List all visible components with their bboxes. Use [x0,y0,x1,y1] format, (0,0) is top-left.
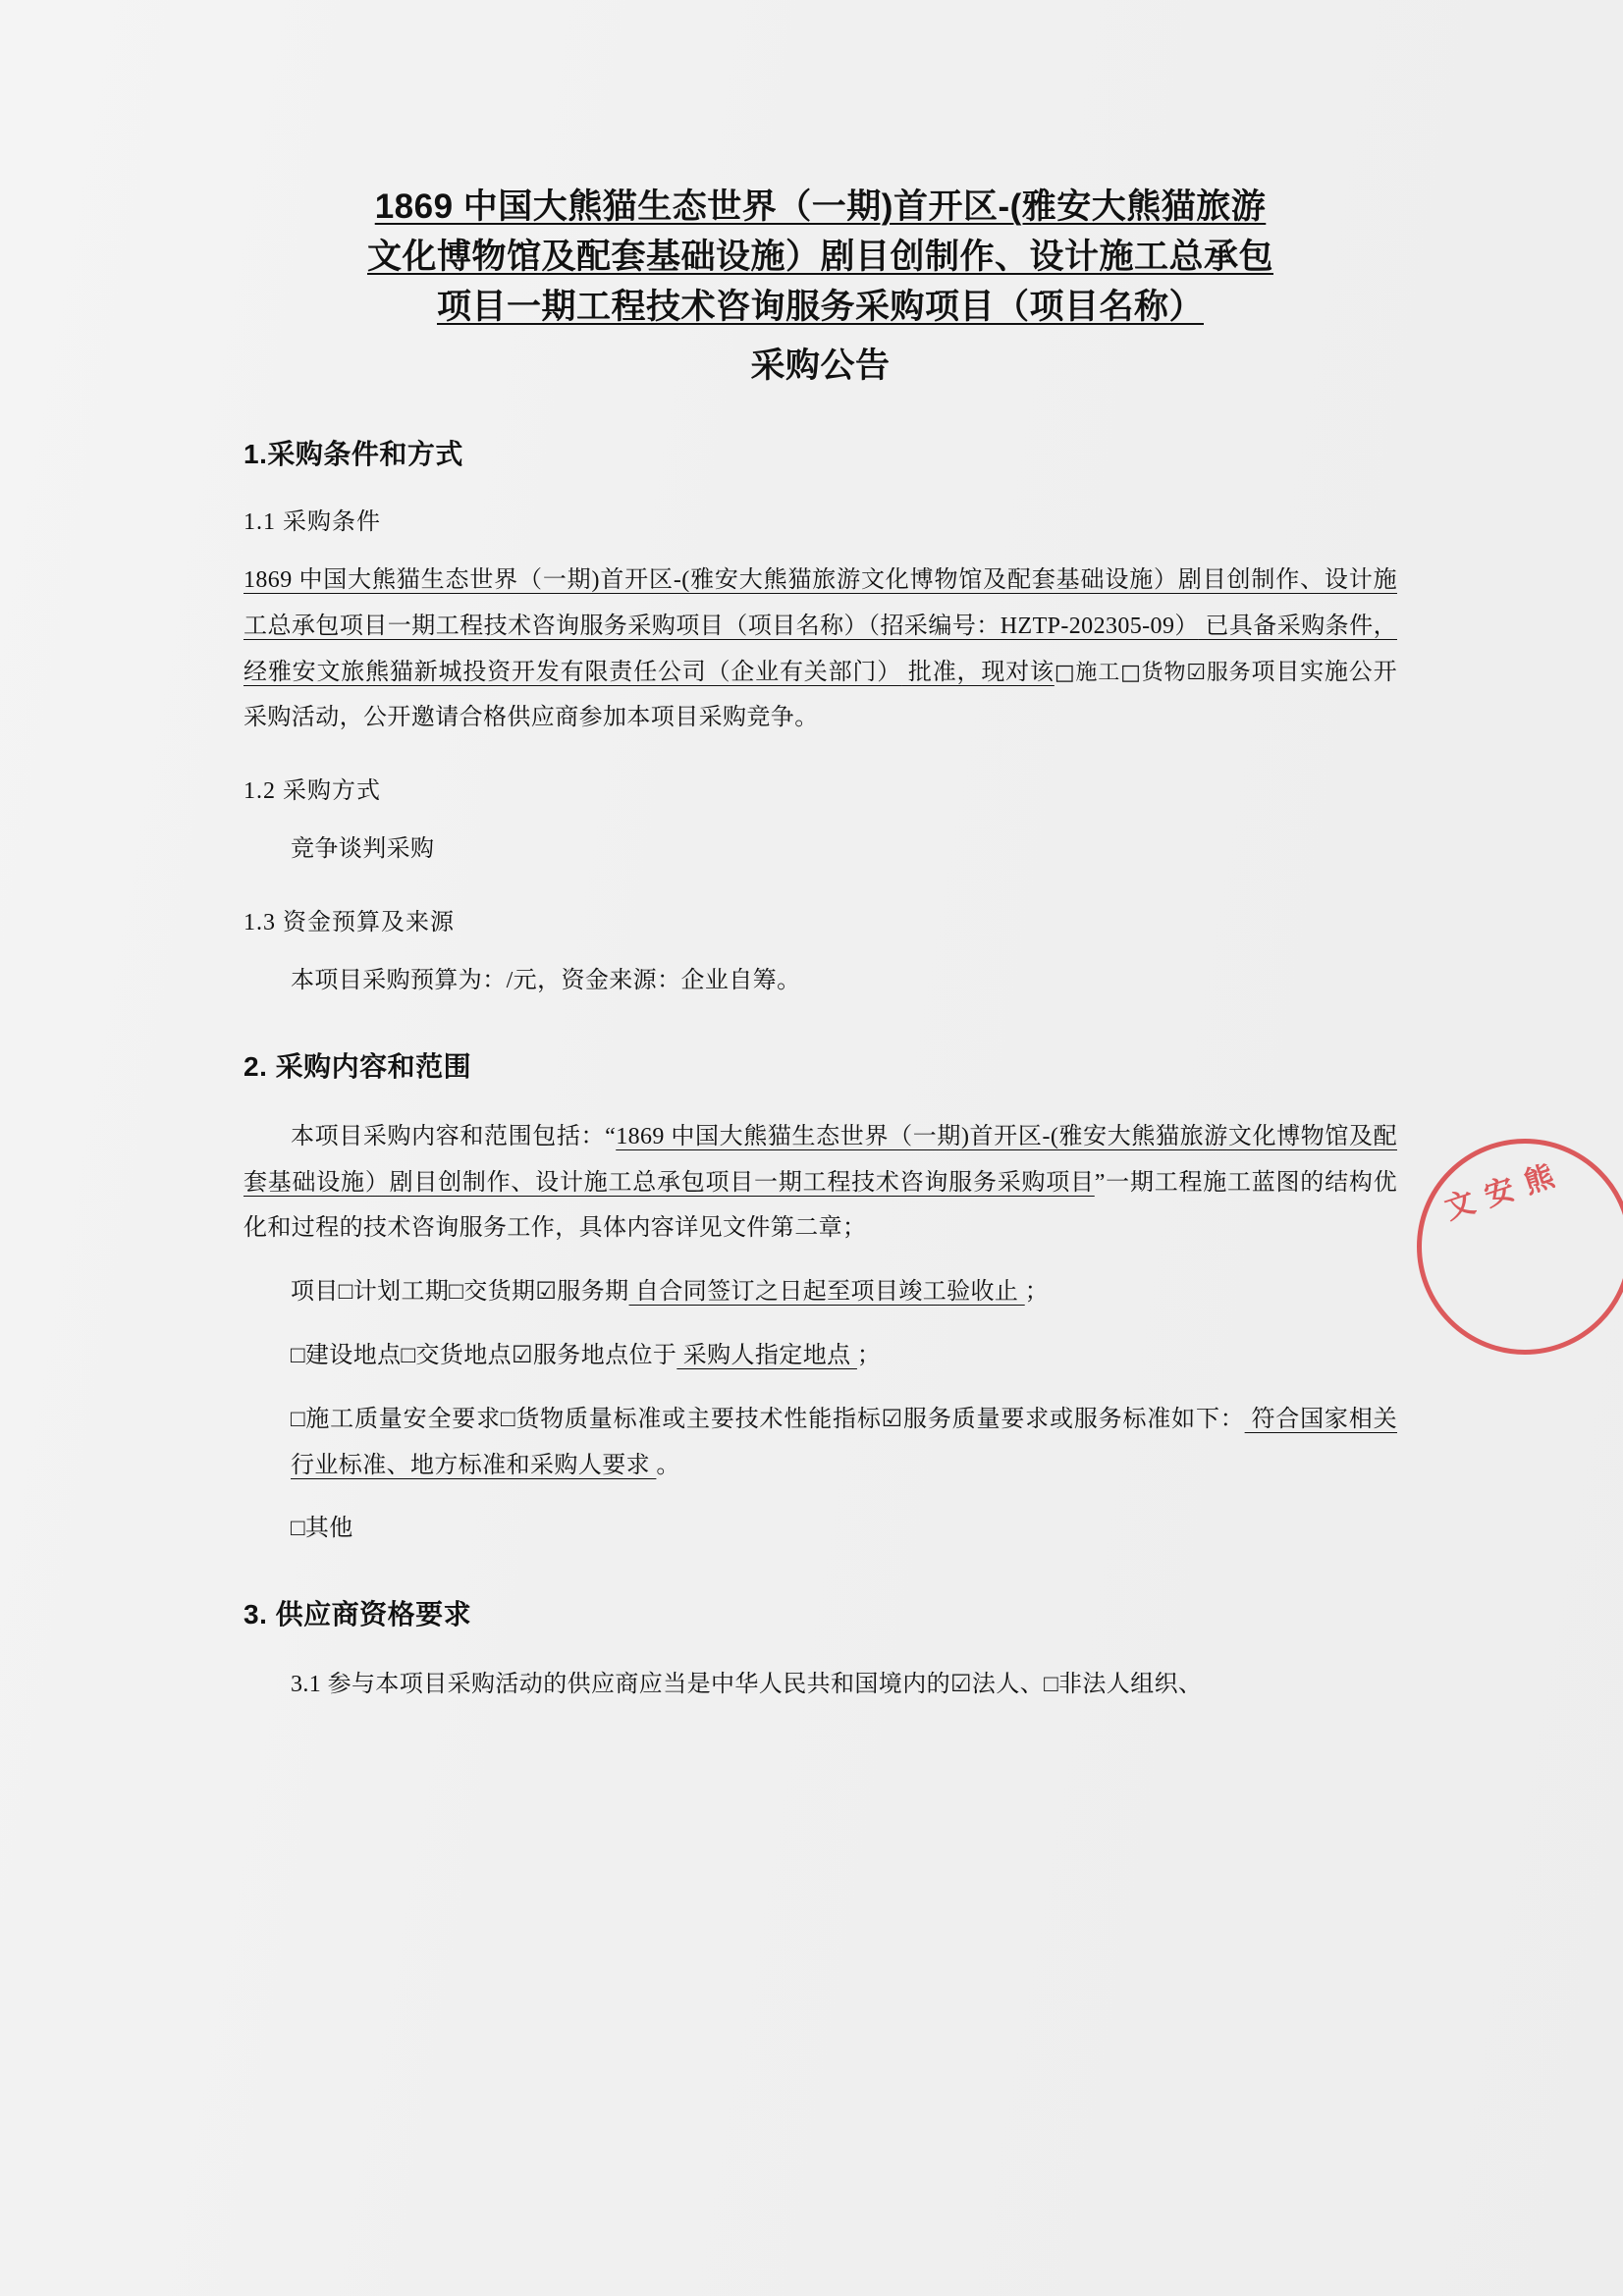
section-1-heading: 1.采购条件和方式 [243,439,463,469]
section-1-1-paragraph [243,558,1397,741]
section-2-item-1-value: 自合同签订之日起至项目竣工验收止 [628,1279,1025,1306]
section-2-text-quoted: 1869 中国大熊猫生态世界（一期)首开区-(雅安大熊猫旅游文化博物馆及配套基础设施）剧目创制作、设计施工总承包项目一期工程技术咨询服务采购项目 [243,1123,1397,1196]
section-2-item-3-suffix: 。 [656,1452,680,1478]
section-3-heading: 3. 供应商资格要求 [243,1599,472,1630]
checkbox-goods[interactable]: □货物 [1120,660,1187,685]
document-title [243,183,1397,392]
section-1-1-text-part-3: 批准，现对该 [901,659,1055,685]
section-1-2-heading: 1.2 采购方式 [243,778,381,805]
section-3-paragraph: 3.1 参与本项目采购活动的供应商应当是中华人民共和国境内的☑法人、□非法人组织、 [291,1672,1203,1698]
section-2-item-4[interactable]: □其他 [291,1516,353,1542]
document-subtitle: 采购公告 [750,347,891,386]
document-content [243,183,1397,1726]
section-2-item-1-suffix: ； [1024,1279,1050,1306]
section-1-1-text-part-1: 1869 中国大熊猫生态世界（一期)首开区-(雅安大熊猫旅游文化博物馆及配套基础设施）剧目创制作、设计施工总承包项目一期工程技术咨询服务采购项目（项目名称）（招采编号：HZTP-202305-09） [243,567,1397,639]
section-2-heading: 2. 采购内容和范围 [243,1050,472,1082]
section-1-3-text: 本项目采购预算为：/元，资金来源：企业自筹。 [291,967,801,993]
section-2-text-prefix: 本项目采购内容和范围包括：“ [291,1123,617,1149]
section-2-item-1 [243,1269,1397,1315]
section-2-item-3-prefix[interactable]: □施工质量安全要求□货物质量标准或主要技术性能指标☑服务质量要求或服务标准如下： [291,1406,1245,1432]
section-2-item-3-value: 符合国家相关行业标准、地方标准和采购人要求 [291,1406,1397,1478]
section-2-paragraph [243,1114,1397,1252]
section-2-item-2-prefix[interactable]: □建设地点□交货地点☑服务地点位于 [291,1342,677,1368]
section-2-item-2-suffix: ； [856,1342,882,1368]
section-2-item-1-prefix[interactable]: 项目□计划工期□交货期☑服务期 [291,1279,629,1306]
section-1-3-heading: 1.3 资金预算及来源 [243,909,455,935]
seal-text: 文 安 熊 [1440,1159,1560,1226]
red-seal-stamp [1417,1139,1623,1355]
checkbox-construction[interactable]: □施工 [1054,660,1121,685]
title-line-3: 项目一期工程技术咨询服务采购项目（项目名称） [436,287,1204,326]
section-1-2-text: 竞争谈判采购 [291,836,435,863]
section-1-1-text-part-2: 已具备采购条件，经雅安文旅熊猫新城投资开发有限责任公司（企业有关部门） [243,613,1397,685]
section-1-1-text-part-4: 项目实施公开采购活动，公开邀请合格供应商参加本项目采购竞争。 [243,659,1397,731]
title-line-1: 1869 中国大熊猫生态世界（一期)首开区-(雅安大熊猫旅游 [374,187,1267,226]
section-2-item-2 [243,1333,1397,1379]
section-1-1-heading: 1.1 采购条件 [243,509,381,535]
section-2-text-suffix: ”一期工程施工蓝图的结构优化和过程的技术咨询服务工作，具体内容详见文件第二章； [243,1169,1397,1242]
section-2-item-3 [243,1397,1397,1489]
section-2-item-2-value: 采购人指定地点 [676,1342,857,1368]
checkbox-service[interactable]: ☑服务 [1186,660,1252,685]
title-line-2: 文化博物馆及配套基础设施）剧目创制作、设计施工总承包 [366,237,1273,276]
